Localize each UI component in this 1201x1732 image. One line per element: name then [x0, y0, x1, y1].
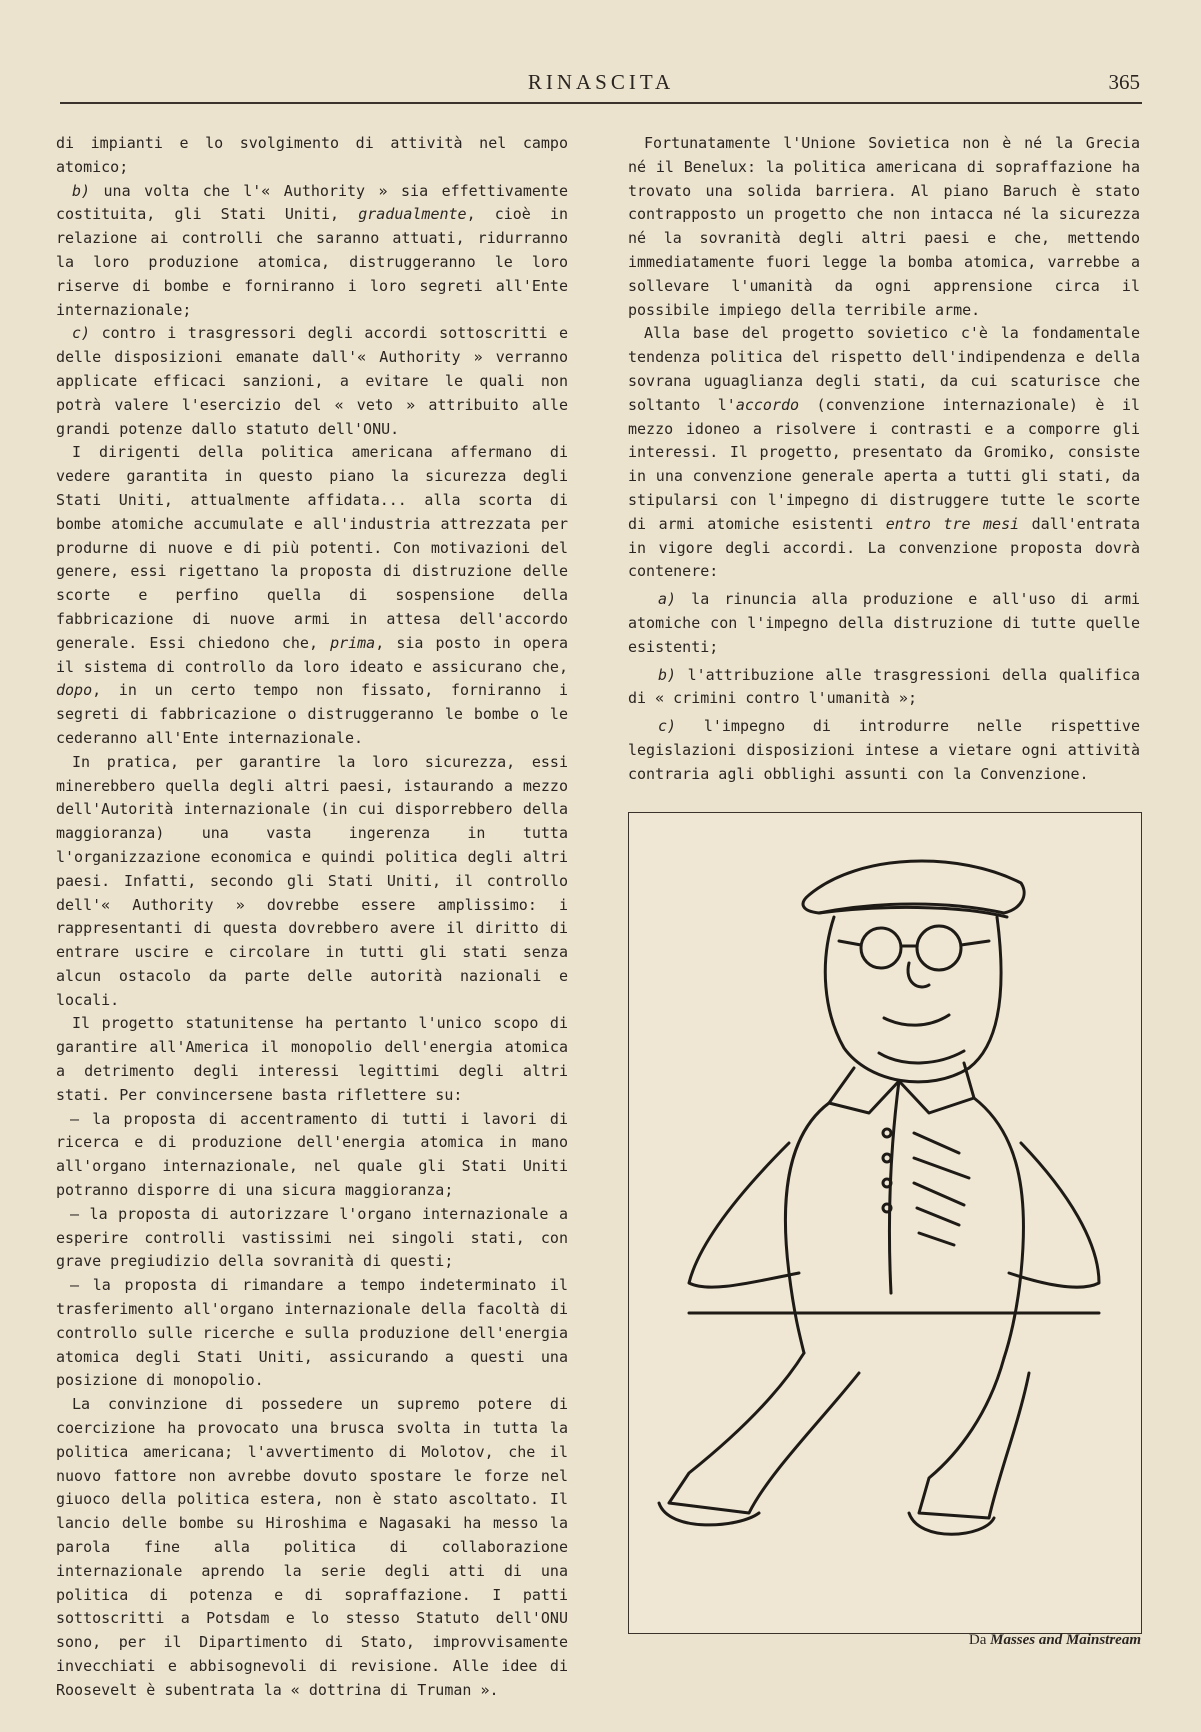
text: (convenzione internazionale) è il mezzo idoneo a risolvere i contrasti e a comporre gli interessi. Il progetto, presentato da Gromiko, consiste in una convenzione generale aperta a tutti gli stati, da stipularsi con l'impegno di distruggere tutte le scorte di armi atomiche esistenti	[628, 395, 1141, 533]
torso-right	[974, 1098, 1024, 1358]
magazine-title: RINASCITA	[527, 70, 675, 94]
caption-prefix: Da	[968, 1632, 987, 1648]
page-number: 365	[1108, 70, 1140, 94]
list-item-a	[628, 588, 1140, 659]
paragraph: Il progetto statunitense ha pertanto l'unico scopo di garantire all'America il monopolio dell'energia atomica a detrimento degli interessi legittimi degli altri stati. Per convincersene basta riflettere su:	[56, 1014, 568, 1104]
text: I dirigenti della politica americana affermano di vedere garantita in questo piano la sicurezza degli Stati Uniti, attualmente affidata... alla scorta di bombe atomiche accumulate e all'industria attrezzata per produrne di nuove e di più potenti. Con motivazioni del genere, essi rigettano la proposta di distruzione delle scorte e perfino quella di sospensione della fabbricazione di nuove armi in attesa dell'accordo generale. Essi chiedono che,	[56, 443, 568, 652]
list-item-b	[56, 180, 568, 323]
page-header	[60, 66, 1142, 104]
caption-source: Masses and Mainstream	[990, 1632, 1141, 1648]
right-column	[628, 132, 1140, 787]
list-item-b	[628, 664, 1140, 712]
text: contro i trasgressori degli accordi sottoscritti e delle disposizioni emanate dall'« Authority » verranno applicate efficaci sanzioni, a evitare le quali non potrà valere l'esercizio del « veto » attribuito alle grandi potenze dallo statuto dell'ONU.	[56, 324, 568, 438]
text: una volta che l'« Authority » sia effettivamente costituita, gli Stati Uniti,	[56, 181, 569, 224]
cartoon-illustration	[628, 812, 1142, 1634]
left-leg	[669, 1353, 859, 1513]
paragraph: La convinzione di possedere un supremo potere di coercizione ha provocato una brusca svolta in tutta la politica americana; l'avvertimento di Molotov, che il nuovo fattore non avrebbe dovuto spostare le forze nel giuoco della politica estera, non è stato ascoltato. Il lancio delle bombe su Hiroshima e Nagasaki ha messo la parola fine alla politica di collaborazione internazionale aprendo la serie degli atti di una politica di potenza e di sopraffazione. I patti sottoscritti a Potsdam e lo stesso Statuto dell'ONU sono, per il Dipartimento di Stato, improvvisamente invecchiati e abbisognevoli di revisione. Alle idee di Roosevelt è subentrata la « dottrina di Truman ».	[56, 1395, 568, 1699]
left-shoe	[659, 1503, 759, 1525]
text: l'impegno di introdurre nelle rispettive legislazioni disposizioni intese a vietare ogni attività contraria agli obblighi assunti con la Convenzione.	[628, 717, 1140, 783]
dash-item: — la proposta di accentramento di tutti i lavori di ricerca e di produzione dell'energia atomica in mano all'organo internazionale, nel quale gli Stati Uniti potranno disporre di una sicura maggioranza;	[56, 1109, 568, 1200]
button	[883, 1204, 891, 1212]
text: , sia posto in opera il sistema di controllo da loro ideato e assicurano che,	[56, 633, 568, 676]
text: la rinuncia alla produzione e all'uso di armi atomiche con l'impegno della distruzione di tutte quelle esistenti;	[628, 590, 1141, 656]
italic-text: gradualmente	[358, 205, 467, 224]
text: l'attribuzione alle trasgressioni della qualifica di « crimini contro l'umanità »;	[628, 665, 1140, 708]
right-leg	[919, 1358, 1029, 1518]
cap-shape	[803, 861, 1024, 913]
mouth	[884, 1015, 949, 1025]
text: dall'entrata in vigore degli accordi. La convenzione proposta dovrà contenere:	[628, 514, 1141, 581]
paragraph: In pratica, per garantire la loro sicurezza, essi minerebbero quella degli altri paesi, istaurando a mezzo dell'Autorità internazionale (in cui disporrebbero della maggioranza) una vasta ingerenza in tutta l'organizzazione economica e quindi politica degli altri paesi. Infatti, secondo gli Stati Uniti, il controllo dell'« Authority » dovrebbe essere amplissimo: i rappresentanti di questa dovrebbero avere il diritto di entrare uscire e circolare in tutti gli stati senza alcun ostacolo da parte delle autorità nazionali e locali.	[56, 752, 568, 1009]
paragraph: Fortunatamente l'Unione Sovietica non è né la Grecia né il Benelux: la politica americana di sopraffazione ha trovato una solida barriera. Al piano Baruch è stato contrapposto un progetto che non intacca né la sicurezza né la sovranità degli altri paesi e che, mettendo immediatamente fuori legge la bomba atomica, varrebbe a sollevare l'umanità da ogni apprensione circa il possibile impiego della terribile arme.	[628, 134, 1140, 319]
button	[883, 1154, 891, 1162]
paragraph	[628, 322, 1140, 584]
chin	[879, 1051, 964, 1063]
dash-item: — la proposta di rimandare a tempo indeterminato il trasferimento all'organo internazionale della facoltà di controllo sulle ricerche e sulla produzione dell'energia atomica degli Stati Uniti, assicurando a questi una posizione di monopolio.	[56, 1276, 568, 1390]
text: , in un certo tempo non fissato, forniranno i segreti di fabbricazione o distruggeranno le bombe o le cederanno all'Ente internazionale.	[56, 681, 568, 747]
paragraph	[56, 441, 568, 750]
list-item-c	[56, 322, 568, 441]
italic-text: accordo	[735, 395, 800, 414]
vest-line	[889, 1081, 899, 1293]
dash-item: — la proposta di autorizzare l'organo internazionale a esperire controlli vastissimi nei singoli stati, con grave pregiudizio della sovranità di questi;	[56, 1204, 568, 1271]
list-item-c	[628, 715, 1140, 786]
text: , cioè in relazione ai controlli che saranno attuati, ridurranno la loro produzione atomica, distruggeranno le loro riserve di bombe e forniranno i loro segreti all'Ente internazionale;	[56, 205, 569, 319]
item-label: a)	[658, 590, 677, 609]
button	[883, 1179, 891, 1187]
glasses-left	[861, 928, 901, 968]
cartoon-drawing	[629, 813, 1141, 1633]
torso-left	[785, 1103, 829, 1353]
item-label: c)	[658, 717, 677, 736]
item-label: c)	[72, 324, 91, 343]
italic-text: prima	[330, 633, 376, 652]
illustration-caption	[969, 1632, 1141, 1649]
item-label: b)	[658, 665, 677, 684]
button	[883, 1129, 891, 1137]
left-arm	[689, 1143, 799, 1287]
left-column	[56, 132, 568, 1703]
paragraph: di impianti e lo svolgimento di attività nel campo atomico;	[56, 134, 568, 176]
text: Alla base del progetto sovietico c'è la fondamentale tendenza politica del rispetto dell'indipendenza e della sovrana uguaglianza degli stati, da cui scaturisce che soltanto l'	[628, 324, 1140, 414]
collar	[829, 1063, 974, 1113]
italic-text: entro tre mesi	[885, 514, 1020, 533]
vest-stroke	[914, 1133, 969, 1245]
item-label: b)	[72, 181, 91, 200]
glasses-right	[917, 926, 961, 970]
italic-text: dopo	[56, 681, 93, 700]
